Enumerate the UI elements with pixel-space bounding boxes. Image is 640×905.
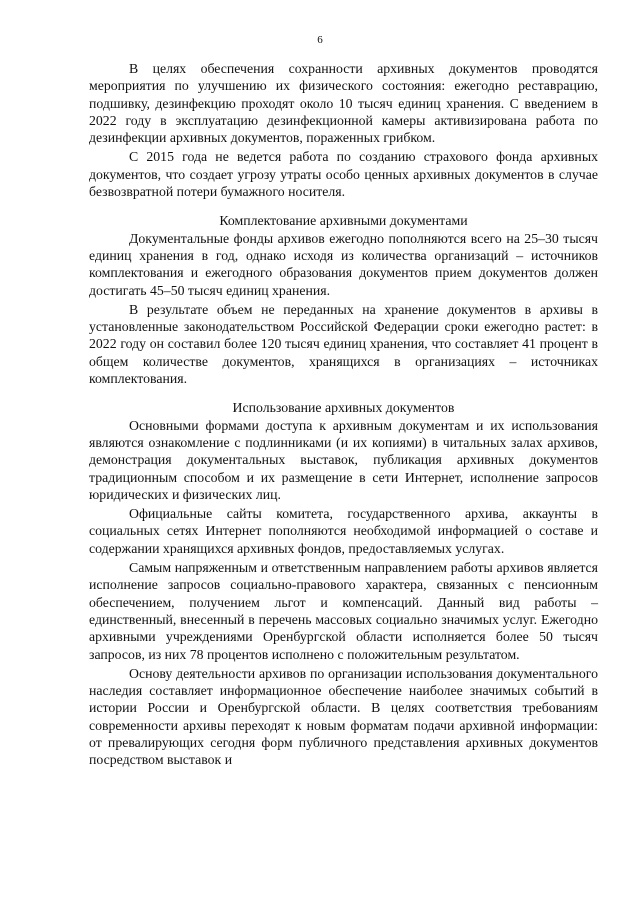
section-heading: Использование архивных документов (232, 400, 455, 416)
paragraph: Официальные сайты комитета, государственного архива, аккаунты в социальных сетях Интернет пополняются необходимой информацией о составе и содержании хранящихся архивных фондов, предоставляемых услугах. (89, 506, 598, 556)
paragraph: Основу деятельности архивов по организации использования документального наследия составляет информационное обеспечение наиболее значимых событий в истории России и Оренбургской области. В целях соответствия требованиям современности архивы переходят к новым форматам подачи архивной информации: от превалирующих сегодня форм публичного представления архивных документов посредством выставок и (89, 665, 598, 768)
paragraph: С 2015 года не ведется работа по созданию страхового фонда архивных документов, что создает угрозу утраты особо ценных архивных документов в случае безвозвратной потери бумажного носителя. (89, 149, 598, 200)
paragraph: Самым напряженным и ответственным направлением работы архивов является исполнение запросов социально-правового характера, связанных с пенсионным обеспечением, получением льгот и компенсаций. Данный вид работы – единственный, внесенный в перечень массовых социально значимых услуг. Ежегодно архивными учреждениями Оренбургской области исполняется более 50 тысяч запросов, из них 78 процентов исполнено с положительным результатом. (89, 560, 598, 662)
section-usage (89, 399, 598, 768)
paragraph: Основными формами доступа к архивным документам и их использования являются ознакомление с подлинниками (и их копиями) в читальных залах архивов, демонстрация документальных выставок, публикация архивных документов традиционным способом и их размещение в сети Интернет, исполнение запросов юридических и физических лиц. (89, 417, 598, 502)
paragraph: Документальные фонды архивов ежегодно пополняются всего на 25–30 тысяч единиц хранения в год, однако исходя из количества организаций – источников комплектования и ежегодного образования документов прием документов должен достигать 45–50 тысяч единиц хранения. (89, 230, 598, 298)
section-acquisition (89, 212, 598, 387)
page-number: 6 (317, 34, 323, 46)
section-preservation (89, 60, 598, 200)
section-heading: Комплектование архивными документами (219, 213, 468, 229)
paragraph: В результате объем не переданных на хранение документов в архивы в установленные законодательством Российской Федерации сроки ежегодно растет: в 2022 году он составил более 120 тысяч единиц хранения, что составляет 41 процент в общем количестве документов, хранящихся в организациях – источниках комплектования. (89, 301, 598, 387)
document-body (89, 60, 598, 771)
paragraph: В целях обеспечения сохранности архивных документов проводятся мероприятия по улучшению их физического состояния: ежегодно реставрацию, подшивку, дезинфекцию проходят около 10 тысяч единиц хранения. С введением в 2022 году в эксплуатацию дезинфекционной камеры активизирована работа по дезинфекции архивных документов, пораженных грибком. (89, 61, 598, 146)
